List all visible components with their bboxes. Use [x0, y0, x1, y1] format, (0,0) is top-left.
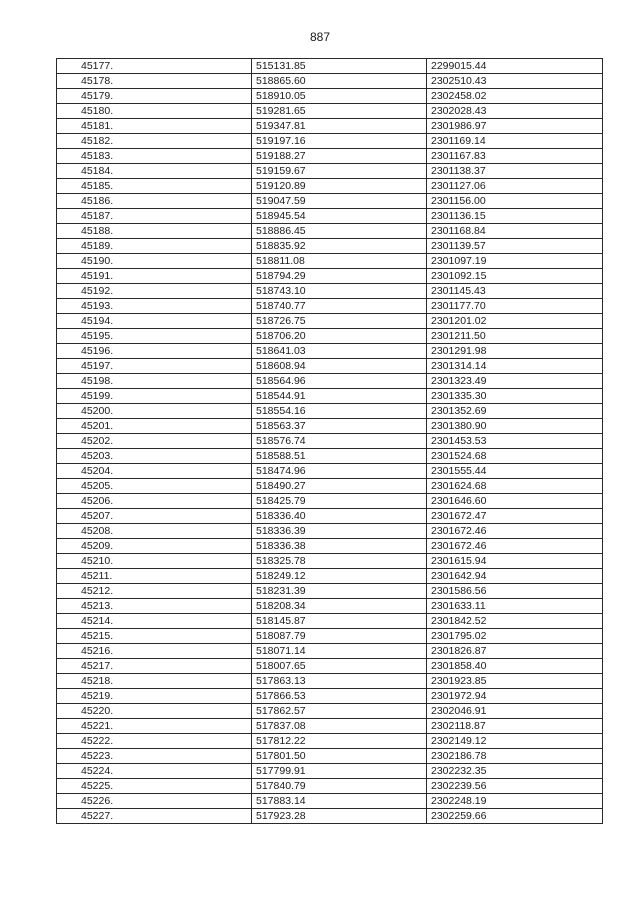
- point-number-cell: 45202.: [57, 434, 252, 449]
- point-number-cell: 45193.: [57, 299, 252, 314]
- x-coordinate-cell: 519347.81: [252, 119, 427, 134]
- table-row: [57, 644, 603, 659]
- point-number-cell: 45205.: [57, 479, 252, 494]
- point-number-cell: 45190.: [57, 254, 252, 269]
- x-coordinate-cell: 518425.79: [252, 494, 427, 509]
- x-coordinate-cell: 518835.92: [252, 239, 427, 254]
- y-coordinate-cell: 2301136.15: [427, 209, 603, 224]
- y-coordinate-cell: 2301168.84: [427, 224, 603, 239]
- table-row: [57, 479, 603, 494]
- x-coordinate-cell: 518564.96: [252, 374, 427, 389]
- point-number-cell: 45203.: [57, 449, 252, 464]
- x-coordinate-cell: 518490.27: [252, 479, 427, 494]
- table-row: [57, 299, 603, 314]
- table-row: [57, 119, 603, 134]
- table-row: [57, 269, 603, 284]
- y-coordinate-cell: 2302186.78: [427, 749, 603, 764]
- table-row: [57, 74, 603, 89]
- table-row: [57, 809, 603, 824]
- y-coordinate-cell: 2301672.47: [427, 509, 603, 524]
- y-coordinate-cell: 2301291.98: [427, 344, 603, 359]
- y-coordinate-cell: 2301642.94: [427, 569, 603, 584]
- x-coordinate-cell: 518007.65: [252, 659, 427, 674]
- point-number-cell: 45219.: [57, 689, 252, 704]
- x-coordinate-cell: 517840.79: [252, 779, 427, 794]
- y-coordinate-cell: 2301380.90: [427, 419, 603, 434]
- table-row: [57, 314, 603, 329]
- y-coordinate-cell: 2302510.43: [427, 74, 603, 89]
- point-number-cell: 45220.: [57, 704, 252, 719]
- point-number-cell: 45217.: [57, 659, 252, 674]
- y-coordinate-cell: 2301795.02: [427, 629, 603, 644]
- table-row: [57, 614, 603, 629]
- point-number-cell: 45204.: [57, 464, 252, 479]
- x-coordinate-cell: 518336.38: [252, 539, 427, 554]
- table-row: [57, 689, 603, 704]
- point-number-cell: 45188.: [57, 224, 252, 239]
- y-coordinate-cell: 2301524.68: [427, 449, 603, 464]
- point-number-cell: 45192.: [57, 284, 252, 299]
- table-row: [57, 149, 603, 164]
- y-coordinate-cell: 2301646.60: [427, 494, 603, 509]
- point-number-cell: 45180.: [57, 104, 252, 119]
- x-coordinate-cell: 517923.28: [252, 809, 427, 824]
- table-row: [57, 749, 603, 764]
- point-number-cell: 45216.: [57, 644, 252, 659]
- x-coordinate-cell: 518563.37: [252, 419, 427, 434]
- y-coordinate-cell: 2301858.40: [427, 659, 603, 674]
- y-coordinate-cell: 2301177.70: [427, 299, 603, 314]
- y-coordinate-cell: 2302118.87: [427, 719, 603, 734]
- table-row: [57, 404, 603, 419]
- point-number-cell: 45183.: [57, 149, 252, 164]
- y-coordinate-cell: 2301586.56: [427, 584, 603, 599]
- table-row: [57, 359, 603, 374]
- x-coordinate-cell: 517862.57: [252, 704, 427, 719]
- x-coordinate-cell: 519120.89: [252, 179, 427, 194]
- y-coordinate-cell: 2302259.66: [427, 809, 603, 824]
- x-coordinate-cell: 518087.79: [252, 629, 427, 644]
- x-coordinate-cell: 518811.08: [252, 254, 427, 269]
- table-row: [57, 179, 603, 194]
- table-row: [57, 779, 603, 794]
- y-coordinate-cell: 2301633.11: [427, 599, 603, 614]
- x-coordinate-cell: 518706.20: [252, 329, 427, 344]
- y-coordinate-cell: 2302028.43: [427, 104, 603, 119]
- y-coordinate-cell: 2301167.83: [427, 149, 603, 164]
- x-coordinate-cell: 519197.16: [252, 134, 427, 149]
- x-coordinate-cell: 518544.91: [252, 389, 427, 404]
- table-row: [57, 104, 603, 119]
- table-row: [57, 704, 603, 719]
- point-number-cell: 45189.: [57, 239, 252, 254]
- point-number-cell: 45200.: [57, 404, 252, 419]
- table-row: [57, 599, 603, 614]
- x-coordinate-cell: 517866.53: [252, 689, 427, 704]
- table-row: [57, 134, 603, 149]
- table-row: [57, 509, 603, 524]
- y-coordinate-cell: 2299015.44: [427, 59, 603, 74]
- point-number-cell: 45221.: [57, 719, 252, 734]
- y-coordinate-cell: 2301352.69: [427, 404, 603, 419]
- point-number-cell: 45214.: [57, 614, 252, 629]
- table-row: [57, 539, 603, 554]
- x-coordinate-cell: 515131.85: [252, 59, 427, 74]
- point-number-cell: 45191.: [57, 269, 252, 284]
- y-coordinate-cell: 2301156.00: [427, 194, 603, 209]
- x-coordinate-cell: 518145.87: [252, 614, 427, 629]
- x-coordinate-cell: 518336.40: [252, 509, 427, 524]
- table-row: [57, 524, 603, 539]
- x-coordinate-cell: 518910.05: [252, 89, 427, 104]
- point-number-cell: 45225.: [57, 779, 252, 794]
- table-row: [57, 494, 603, 509]
- table-row: [57, 89, 603, 104]
- point-number-cell: 45177.: [57, 59, 252, 74]
- point-number-cell: 45179.: [57, 89, 252, 104]
- x-coordinate-cell: 518325.78: [252, 554, 427, 569]
- x-coordinate-cell: 519281.65: [252, 104, 427, 119]
- table-row: [57, 569, 603, 584]
- table-row: [57, 734, 603, 749]
- point-number-cell: 45226.: [57, 794, 252, 809]
- y-coordinate-cell: 2301211.50: [427, 329, 603, 344]
- table-row: [57, 449, 603, 464]
- point-number-cell: 45211.: [57, 569, 252, 584]
- table-row: [57, 59, 603, 74]
- table-row: [57, 419, 603, 434]
- x-coordinate-cell: 518071.14: [252, 644, 427, 659]
- y-coordinate-cell: 2301335.30: [427, 389, 603, 404]
- x-coordinate-cell: 517883.14: [252, 794, 427, 809]
- y-coordinate-cell: 2301314.14: [427, 359, 603, 374]
- table-row: [57, 254, 603, 269]
- y-coordinate-cell: 2301624.68: [427, 479, 603, 494]
- x-coordinate-cell: 518794.29: [252, 269, 427, 284]
- table-row: [57, 344, 603, 359]
- y-coordinate-cell: 2301453.53: [427, 434, 603, 449]
- point-number-cell: 45210.: [57, 554, 252, 569]
- point-number-cell: 45222.: [57, 734, 252, 749]
- y-coordinate-cell: 2302046.91: [427, 704, 603, 719]
- y-coordinate-cell: 2302239.56: [427, 779, 603, 794]
- table-row: [57, 434, 603, 449]
- y-coordinate-cell: 2302232.35: [427, 764, 603, 779]
- y-coordinate-cell: 2301097.19: [427, 254, 603, 269]
- point-number-cell: 45223.: [57, 749, 252, 764]
- table-row: [57, 719, 603, 734]
- y-coordinate-cell: 2301672.46: [427, 524, 603, 539]
- y-coordinate-cell: 2301672.46: [427, 539, 603, 554]
- y-coordinate-cell: 2301139.57: [427, 239, 603, 254]
- y-coordinate-cell: 2301323.49: [427, 374, 603, 389]
- x-coordinate-cell: 518726.75: [252, 314, 427, 329]
- table-row: [57, 764, 603, 779]
- table-row: [57, 584, 603, 599]
- point-number-cell: 45213.: [57, 599, 252, 614]
- table-row: [57, 284, 603, 299]
- table-row: [57, 659, 603, 674]
- y-coordinate-cell: 2302248.19: [427, 794, 603, 809]
- y-coordinate-cell: 2302458.02: [427, 89, 603, 104]
- x-coordinate-cell: 518576.74: [252, 434, 427, 449]
- point-number-cell: 45187.: [57, 209, 252, 224]
- y-coordinate-cell: 2301826.87: [427, 644, 603, 659]
- point-number-cell: 45181.: [57, 119, 252, 134]
- x-coordinate-cell: 518865.60: [252, 74, 427, 89]
- point-number-cell: 45212.: [57, 584, 252, 599]
- point-number-cell: 45197.: [57, 359, 252, 374]
- x-coordinate-cell: 518588.51: [252, 449, 427, 464]
- x-coordinate-cell: 518608.94: [252, 359, 427, 374]
- x-coordinate-cell: 518554.16: [252, 404, 427, 419]
- x-coordinate-cell: 518208.34: [252, 599, 427, 614]
- y-coordinate-cell: 2301092.15: [427, 269, 603, 284]
- x-coordinate-cell: 517812.22: [252, 734, 427, 749]
- x-coordinate-cell: 519047.59: [252, 194, 427, 209]
- point-number-cell: 45195.: [57, 329, 252, 344]
- coordinates-table-body: [57, 59, 603, 824]
- point-number-cell: 45185.: [57, 179, 252, 194]
- point-number-cell: 45198.: [57, 374, 252, 389]
- y-coordinate-cell: 2301201.02: [427, 314, 603, 329]
- point-number-cell: 45224.: [57, 764, 252, 779]
- x-coordinate-cell: 518886.45: [252, 224, 427, 239]
- coordinates-table: [56, 58, 603, 824]
- point-number-cell: 45196.: [57, 344, 252, 359]
- x-coordinate-cell: 518945.54: [252, 209, 427, 224]
- point-number-cell: 45215.: [57, 629, 252, 644]
- x-coordinate-cell: 518231.39: [252, 584, 427, 599]
- y-coordinate-cell: 2301145.43: [427, 284, 603, 299]
- table-row: [57, 629, 603, 644]
- point-number-cell: 45186.: [57, 194, 252, 209]
- y-coordinate-cell: 2301842.52: [427, 614, 603, 629]
- y-coordinate-cell: 2301923.85: [427, 674, 603, 689]
- point-number-cell: 45227.: [57, 809, 252, 824]
- x-coordinate-cell: 517863.13: [252, 674, 427, 689]
- point-number-cell: 45182.: [57, 134, 252, 149]
- x-coordinate-cell: 518249.12: [252, 569, 427, 584]
- table-row: [57, 224, 603, 239]
- x-coordinate-cell: 518740.77: [252, 299, 427, 314]
- y-coordinate-cell: 2301555.44: [427, 464, 603, 479]
- point-number-cell: 45178.: [57, 74, 252, 89]
- point-number-cell: 45194.: [57, 314, 252, 329]
- y-coordinate-cell: 2301138.37: [427, 164, 603, 179]
- x-coordinate-cell: 518474.96: [252, 464, 427, 479]
- table-row: [57, 794, 603, 809]
- table-row: [57, 164, 603, 179]
- y-coordinate-cell: 2301169.14: [427, 134, 603, 149]
- point-number-cell: 45199.: [57, 389, 252, 404]
- y-coordinate-cell: 2302149.12: [427, 734, 603, 749]
- x-coordinate-cell: 518743.10: [252, 284, 427, 299]
- point-number-cell: 45208.: [57, 524, 252, 539]
- table-row: [57, 329, 603, 344]
- point-number-cell: 45184.: [57, 164, 252, 179]
- x-coordinate-cell: 519159.67: [252, 164, 427, 179]
- table-row: [57, 554, 603, 569]
- point-number-cell: 45207.: [57, 509, 252, 524]
- table-row: [57, 239, 603, 254]
- point-number-cell: 45209.: [57, 539, 252, 554]
- table-row: [57, 194, 603, 209]
- table-row: [57, 374, 603, 389]
- x-coordinate-cell: 517837.08: [252, 719, 427, 734]
- x-coordinate-cell: 517799.91: [252, 764, 427, 779]
- y-coordinate-cell: 2301615.94: [427, 554, 603, 569]
- x-coordinate-cell: 517801.50: [252, 749, 427, 764]
- point-number-cell: 45218.: [57, 674, 252, 689]
- x-coordinate-cell: 518641.03: [252, 344, 427, 359]
- point-number-cell: 45206.: [57, 494, 252, 509]
- y-coordinate-cell: 2301986.97: [427, 119, 603, 134]
- page-number: 887: [309, 30, 331, 44]
- x-coordinate-cell: 518336.39: [252, 524, 427, 539]
- x-coordinate-cell: 519188.27: [252, 149, 427, 164]
- table-row: [57, 464, 603, 479]
- table-row: [57, 389, 603, 404]
- y-coordinate-cell: 2301127.06: [427, 179, 603, 194]
- table-row: [57, 209, 603, 224]
- y-coordinate-cell: 2301972.94: [427, 689, 603, 704]
- table-row: [57, 674, 603, 689]
- point-number-cell: 45201.: [57, 419, 252, 434]
